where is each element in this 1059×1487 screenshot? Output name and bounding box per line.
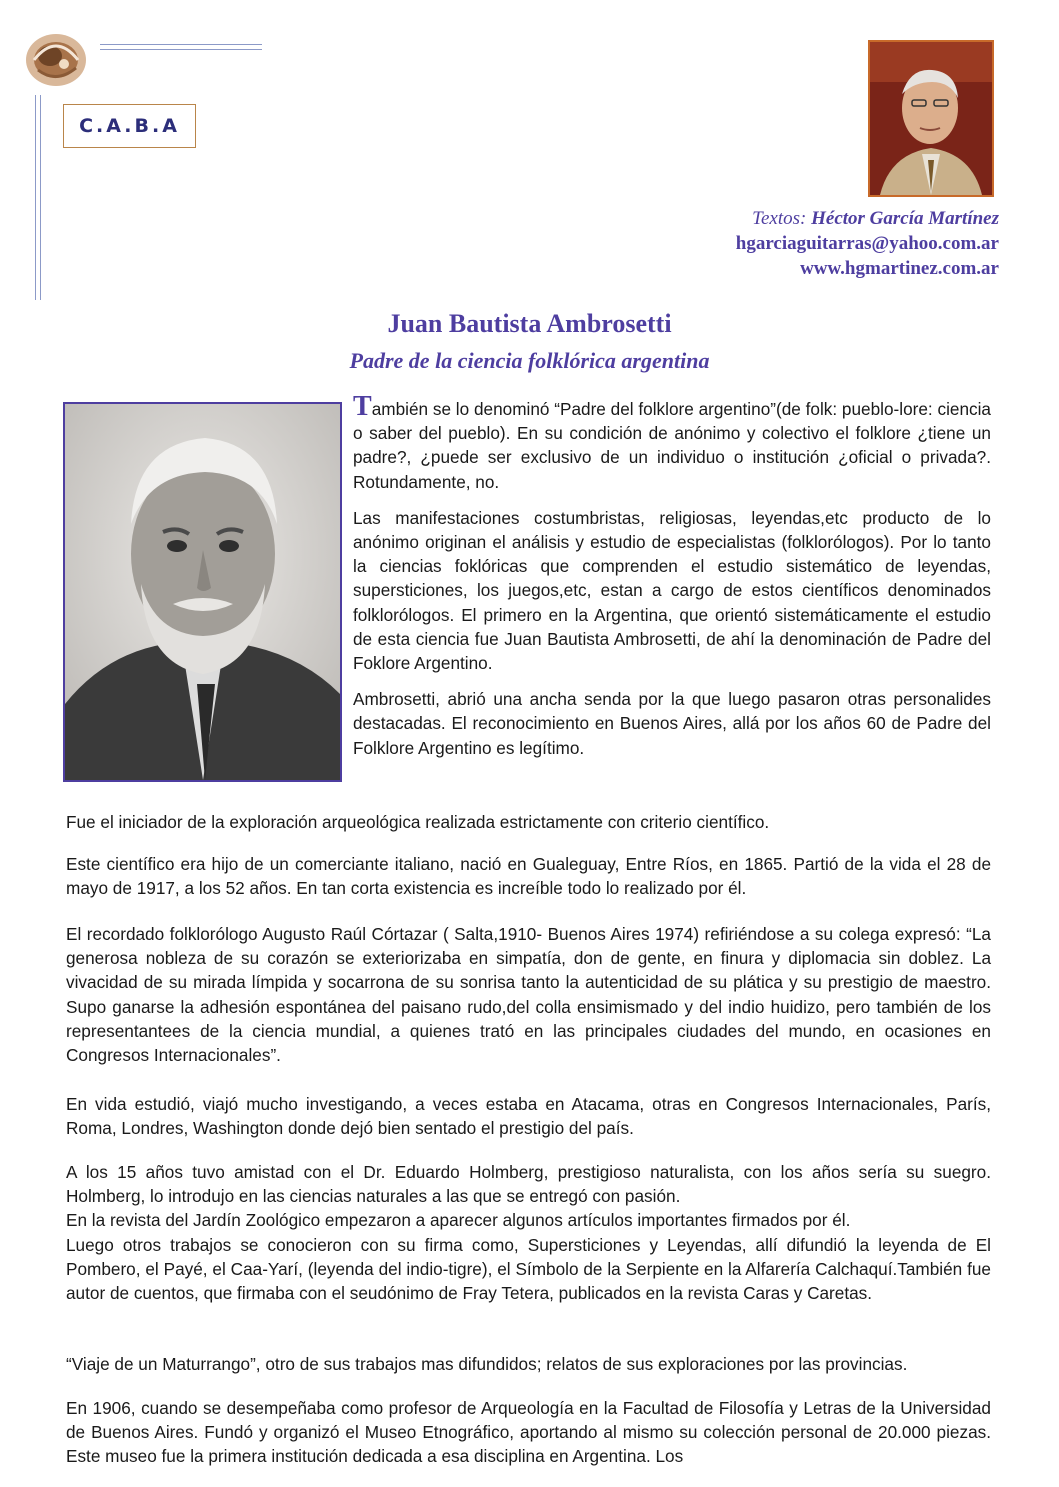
author-website[interactable]: www.hgmartinez.com.ar <box>800 258 999 279</box>
paragraph-5: Este científico era hijo de un comerciante italiano, nació en Gualeguay, Entre Ríos, en 1865. Partió de la vida el 28 de mayo de 1917, a los 52 años. En tan corta existencia es increíble todo lo realizado por él. <box>66 854 991 899</box>
drop-cap: T <box>353 391 372 422</box>
location-badge: C.A.B.A <box>63 104 196 148</box>
paragraph-8 <box>66 1160 991 1305</box>
paragraph-7: En vida estudió, viajó mucho investigando, a veces estaba en Atacama, otras en Congresos Internacionales, París, Roma, Londres, Washington donde dejó bien sentado el prestigio del país. <box>66 1094 991 1139</box>
paragraph-4: Fue el iniciador de la exploración arqueológica realizada estrictamente con criterio científico. <box>66 812 770 832</box>
paragraph-3: Ambrosetti, abrió una ancha senda por la que luego pasaron otras personalides destacadas. El reconocimiento en Buenos Aires, allá por los años 60 de Padre del Folklore Argentino es legítimo. <box>353 689 991 758</box>
author-photo <box>868 40 994 197</box>
paragraph-2: Las manifestaciones costumbristas, religiosas, leyendas,etc producto de lo anónimo originan el análisis y estudio de especialistas (folklorólogos). Por lo tanto la ciencias foklóricas que comprenden el estudio sistemático de leyendas, supersticiones, los juegos,etc, estan a cargo de estos científicos denominados folklorólogos. El primero en la Argentina, que orientó sistemáticamente el estudio de esta ciencia fue Juan Bautista Ambrosetti, de ahí la denominación de Padre del Foklore Argentino. <box>353 507 991 674</box>
paragraph-6: El recordado folklorólogo Augusto Raúl Córtazar ( Salta,1910- Buenos Aires 1974) refiriéndose a su colega expresó: “La generosa nobleza de su corazón se exteriorizaba en simpatía, don de gente, en finura y diplomacia sin doblez. La vivacidad de su mirada límpida y socarrona de su sonrisa tanto la autenticidad de su plática y su prestigio de maestro. Supo ganarse la adhesión espontánea del paisano rudo,del colla ensimismado y del indio huidizo, pero también de los representantees de la ciencia mundial, a quienes trató en las principales ciudades del mundo, en ocasiones en Congresos Internacionales”. <box>66 924 991 1066</box>
paragraph-9: “Viaje de un Maturrango”, otro de sus trabajos mas difundidos; relatos de sus exploraciones por las provincias. <box>66 1354 908 1374</box>
credits-block <box>736 206 999 281</box>
paragraph-8a: A los 15 años tuvo amistad con el Dr. Eduardo Holmberg, prestigioso naturalista, con los años sería su suegro. Holmberg, lo introdujo en las ciencias naturales a las que se entregó con pasión. <box>66 1162 991 1207</box>
article-title: Juan Bautista Ambrosetti <box>387 309 672 338</box>
author-email[interactable]: hgarciaguitarras@yahoo.com.ar <box>735 233 999 254</box>
side-rule-left <box>35 95 36 300</box>
paragraph-8c: Luego otros trabajos se conocieron con su firma como, Supersticiones y Leyendas, allí difundió la leyenda de El Pombero, el Payé, el Caa-Yarí, (leyenda del indio-tigre), el Símbolo de la Serpiente en la Alfarería Calchaquí.También fue autor de cuentos, que firmaba con el seudónimo de Fray Tetera, publicados en la revista Caras y Caretas. <box>66 1234 991 1304</box>
paragraph-10: En 1906, cuando se desempeñaba como profesor de Arqueología en la Facultad de Filosofía y Letras de la Universidad de Buenos Aires. Fundó y organizó el Museo Etnográfico, aportando al mismo su colección personal de 20.000 piezas. Este museo fue la primera institución dedicada a esa disciplina en Argentina. Los <box>66 1398 991 1467</box>
header-rule-top <box>100 44 262 45</box>
intro-column <box>353 391 991 760</box>
paragraph-8b: En la revista del Jardín Zoológico empezaron a aparecer algunos artículos importantes firmados por él. <box>66 1210 851 1231</box>
credit-label: Textos: <box>752 208 807 229</box>
credit-line <box>736 206 999 231</box>
paragraph-1 <box>353 391 991 494</box>
author-name: Héctor García Martínez <box>811 208 999 229</box>
ambrosetti-portrait <box>63 402 342 782</box>
shell-logo-icon <box>20 26 98 90</box>
header-rule-bottom <box>100 49 262 50</box>
side-rule-right <box>40 95 41 300</box>
paragraph-1-text: ambién se lo denominó “Padre del folklore argentino”(de folk: pueblo-lore: ciencia o saber del pueblo). En su condición de anónimo y colectivo el folklore ¿tiene un padre?, ¿puede ser exclusivo de un individuo o institución ¿oficial o privada?. Rotundamente, no. <box>353 399 991 492</box>
article-subtitle: Padre de la ciencia folklórica argentina <box>349 348 710 373</box>
